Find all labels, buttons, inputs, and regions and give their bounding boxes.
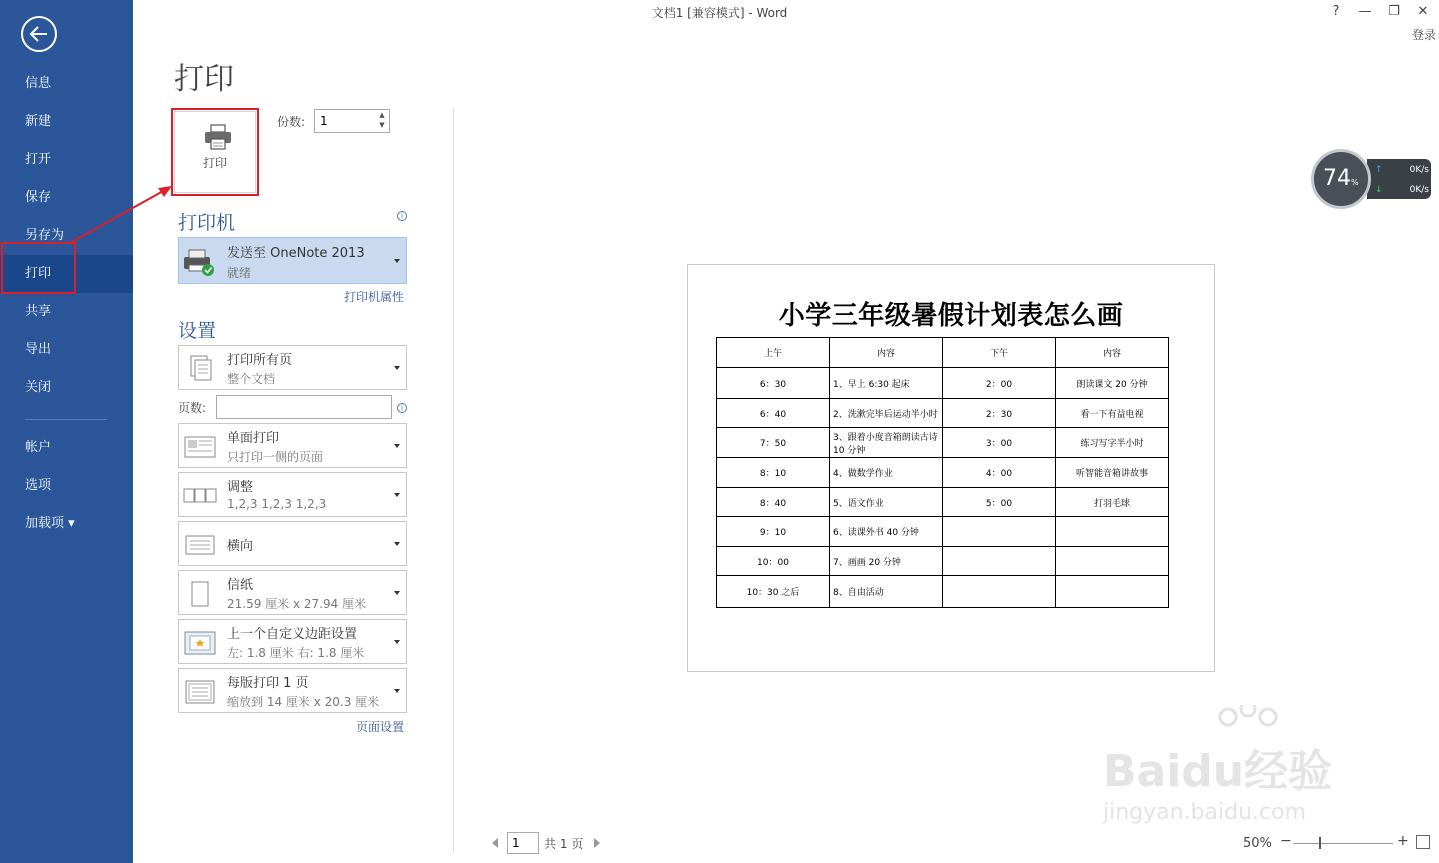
print-range-sub: 整个文档 <box>227 372 276 386</box>
table-cell <box>943 547 1056 576</box>
table-cell <box>1056 517 1169 547</box>
pages-per-sheet-dropdown[interactable] <box>178 668 407 713</box>
table-cell: 1、早上 6:30 起床 <box>830 368 943 399</box>
chevron-down-icon <box>394 640 400 644</box>
table-cell: 10：00 <box>717 547 830 576</box>
nav-item-save[interactable]: 保存 <box>25 190 52 205</box>
table-row <box>717 488 1169 517</box>
info-icon[interactable]: i <box>397 403 407 413</box>
per-sheet-main: 每版打印 1 页 <box>227 676 309 691</box>
table-cell <box>943 517 1056 547</box>
table-header-cell: 内容 <box>1056 338 1169 368</box>
orientation-main: 横向 <box>227 539 254 554</box>
nav-item-open[interactable]: 打开 <box>25 152 52 167</box>
zoom-out-button[interactable]: − <box>1280 833 1292 849</box>
table-cell: 7：50 <box>717 428 830 458</box>
nav-item-save-as[interactable]: 另存为 <box>25 228 65 243</box>
download-speed: ↓ 0K/s <box>1375 185 1429 195</box>
page-number-input[interactable]: 1 <box>507 832 539 854</box>
printer-dropdown[interactable] <box>178 237 407 284</box>
table-header-cell: 上午 <box>717 338 830 368</box>
copies-input[interactable] <box>314 109 390 133</box>
sides-main: 单面打印 <box>227 431 280 446</box>
help-button[interactable]: ? <box>1332 4 1340 19</box>
zoom-slider[interactable] <box>1293 843 1393 844</box>
watermark-brand: Baidu经验 <box>1103 746 1333 797</box>
nav-item-account[interactable]: 帐户 <box>25 440 52 455</box>
table-header-row <box>717 338 1169 368</box>
back-arrow-icon[interactable] <box>21 16 57 52</box>
table-cell <box>1056 576 1169 608</box>
nav-item-options[interactable]: 选项 <box>25 478 52 493</box>
print-range-main: 打印所有页 <box>227 353 293 368</box>
chevron-down-icon <box>394 366 400 370</box>
collate-main: 调整 <box>227 480 254 495</box>
nav-item-close[interactable]: 关闭 <box>25 380 52 395</box>
table-cell: 10：30 之后 <box>717 576 830 608</box>
table-row <box>717 517 1169 547</box>
table-cell: 练习写字半小时 <box>1056 428 1169 458</box>
table-cell: 2：00 <box>943 368 1056 399</box>
table-cell: 6：30 <box>717 368 830 399</box>
settings-section-title: 设置 <box>178 320 217 342</box>
nav-item-addins[interactable]: 加载项 ▾ <box>25 516 75 531</box>
margins-dropdown[interactable] <box>178 619 407 664</box>
close-button[interactable]: ✕ <box>1417 4 1429 19</box>
table-cell: 8：10 <box>717 458 830 488</box>
table-cell: 8：40 <box>717 488 830 517</box>
orientation-dropdown[interactable] <box>178 521 407 566</box>
copies-label: 份数: <box>277 115 306 129</box>
nav-item-new[interactable]: 新建 <box>25 114 52 129</box>
chevron-down-icon <box>394 542 400 546</box>
page-setup-link[interactable]: 页面设置 <box>355 720 404 734</box>
zoom-level[interactable]: 50% <box>1243 836 1272 851</box>
pages-icon <box>183 354 217 384</box>
upload-speed: ↑ 0K/s <box>1375 165 1429 175</box>
copies-stepper[interactable]: ▲ ▼ <box>379 111 385 129</box>
margins-icon <box>183 628 217 658</box>
pages-input[interactable] <box>216 395 392 419</box>
prev-page-icon[interactable] <box>492 838 498 848</box>
nav-item-share[interactable]: 共享 <box>25 304 52 319</box>
printer-properties-link[interactable]: 打印机属性 <box>343 290 404 304</box>
nav-item-info[interactable]: 信息 <box>25 76 52 91</box>
memory-usage-percent: 74% <box>1323 166 1359 191</box>
table-cell: 3：00 <box>943 428 1056 458</box>
panel-divider <box>453 108 454 853</box>
nav-item-export[interactable]: 导出 <box>25 342 52 357</box>
sides-dropdown[interactable] <box>178 423 407 468</box>
table-cell: 4、做数学作业 <box>830 458 943 488</box>
paper-main: 信纸 <box>227 578 254 593</box>
table-cell: 6：40 <box>717 399 830 428</box>
network-monitor-widget[interactable] <box>1311 149 1431 209</box>
next-page-icon[interactable] <box>594 838 600 848</box>
table-cell: 9：10 <box>717 517 830 547</box>
table-cell: 5：00 <box>943 488 1056 517</box>
minimize-button[interactable]: — <box>1358 4 1372 19</box>
table-row <box>717 458 1169 488</box>
sides-sub: 只打印一侧的页面 <box>227 450 324 464</box>
one-sided-icon <box>183 432 217 462</box>
watermark-url: jingyan.baidu.com <box>1103 800 1307 825</box>
window-title: 文档1 [兼容模式] - Word <box>651 6 788 20</box>
table-row <box>717 368 1169 399</box>
table-cell: 打羽毛球 <box>1056 488 1169 517</box>
table-cell: 3、跟着小度音箱朗读古诗 10 分钟 <box>830 428 943 458</box>
pages-per-sheet-icon <box>183 677 217 707</box>
backstage-nav <box>0 0 133 863</box>
document-title: 小学三年级暑假计划表怎么画 <box>778 301 1124 331</box>
copies-value: 1 <box>320 114 328 128</box>
table-cell: 8、自由活动 <box>830 576 943 608</box>
landscape-icon <box>183 530 217 560</box>
printer-name: 发送至 OneNote 2013 <box>227 246 365 261</box>
table-header-cell: 下午 <box>943 338 1056 368</box>
margins-main: 上一个自定义边距设置 <box>227 627 358 642</box>
collate-sub: 1,2,3 1,2,3 1,2,3 <box>227 497 327 511</box>
table-cell: 看一下有益电视 <box>1056 399 1169 428</box>
chevron-down-icon <box>394 444 400 448</box>
paper-size-dropdown[interactable] <box>178 570 407 615</box>
table-cell: 2、洗漱完毕后运动半小时 <box>830 399 943 428</box>
schedule-table <box>716 337 1169 608</box>
table-cell <box>943 576 1056 608</box>
paper-sub: 21.59 厘米 x 27.94 厘米 <box>227 597 367 611</box>
nav-item-print[interactable]: 打印 <box>0 255 133 293</box>
memory-usage-gauge <box>1311 149 1371 209</box>
upload-arrow-icon: ↑ <box>1375 165 1383 175</box>
printer-status: 就绪 <box>227 266 252 280</box>
table-row <box>717 428 1169 458</box>
login-link[interactable]: 登录 <box>1411 28 1436 42</box>
baidu-watermark <box>1103 705 1363 835</box>
paper-icon <box>183 579 217 609</box>
table-cell: 5、语文作业 <box>830 488 943 517</box>
chevron-down-icon <box>394 689 400 693</box>
chevron-down-icon <box>394 259 400 263</box>
printer-section-title: 打印机 <box>178 212 236 234</box>
table-cell: 6、读课外书 40 分钟 <box>830 517 943 547</box>
page-title: 打印 <box>174 62 234 97</box>
restore-button[interactable]: ❐ <box>1388 4 1400 19</box>
chevron-down-icon <box>394 493 400 497</box>
chevron-down-icon <box>394 591 400 595</box>
pages-label: 页数: <box>178 401 207 415</box>
table-cell: 2：30 <box>943 399 1056 428</box>
page-total-label: 共 1 页 <box>544 837 584 851</box>
print-button-label: 打印 <box>202 156 227 170</box>
zoom-slider-thumb[interactable] <box>1319 837 1321 849</box>
margins-sub: 左: 1.8 厘米 右: 1.8 厘米 <box>227 646 365 660</box>
print-button-highlight <box>171 108 259 196</box>
table-cell: 听智能音箱讲故事 <box>1056 458 1169 488</box>
nav-divider <box>25 419 107 420</box>
table-cell <box>1056 547 1169 576</box>
info-icon[interactable]: i <box>397 211 407 221</box>
table-cell: 7、画画 20 分钟 <box>830 547 943 576</box>
table-cell: 4：00 <box>943 458 1056 488</box>
collate-dropdown[interactable] <box>178 472 407 517</box>
table-row <box>717 547 1169 576</box>
print-preview-page <box>687 264 1215 672</box>
per-sheet-sub: 缩放到 14 厘米 x 20.3 厘米 <box>227 695 380 709</box>
zoom-in-button[interactable]: + <box>1397 833 1409 849</box>
network-speed-panel <box>1367 159 1431 199</box>
collate-icon <box>183 481 217 511</box>
print-range-dropdown[interactable] <box>178 345 407 390</box>
onenote-printer-icon <box>182 247 216 277</box>
table-header-cell: 内容 <box>830 338 943 368</box>
download-arrow-icon: ↓ <box>1375 185 1383 195</box>
table-row <box>717 576 1169 608</box>
table-row <box>717 399 1169 428</box>
zoom-to-page-icon[interactable] <box>1416 835 1430 849</box>
print-nav-highlight <box>1 242 76 294</box>
table-cell: 朗读课文 20 分钟 <box>1056 368 1169 399</box>
